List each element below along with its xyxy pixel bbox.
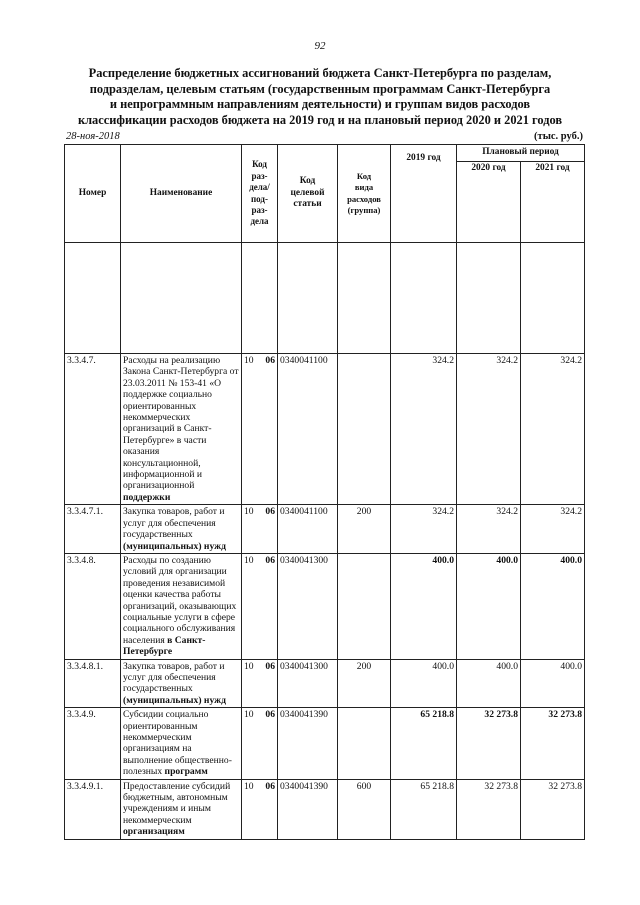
row-amount-y2020: 400.0 [457, 553, 521, 659]
row-subsection: 06 [265, 780, 275, 792]
row-amount-y2021: 400.0 [521, 659, 585, 708]
row-target-code: 0340041100 [278, 505, 338, 554]
row-subsection: 06 [265, 709, 275, 721]
row-name [121, 354, 242, 505]
row-number: 3.3.4.8. [65, 553, 121, 659]
table-row [65, 553, 585, 659]
title-line: классификации расходов бюджета на 2019 год и на плановый период 2020 и 2021 годов [77, 112, 563, 127]
row-subsection: 06 [265, 355, 275, 366]
row-target-code: 0340041390 [278, 708, 338, 779]
row-section-code [242, 779, 278, 839]
row-expense-type: 600 [338, 779, 391, 839]
row-amount-y2021: 32 273.8 [521, 779, 585, 839]
row-name-bold-text: (муниципальных) нужд [123, 694, 226, 706]
units-label: (тыс. руб.) [534, 131, 583, 142]
row-name-bold-text: (муниципальных) нужд [123, 540, 226, 552]
row-expense-type [338, 708, 391, 779]
row-subsection: 06 [265, 506, 275, 518]
row-name [121, 779, 242, 839]
row-name-text: Предоставление субсидий бюджетным, автономным учреждениям и иным некоммерческим [123, 780, 231, 826]
row-target-code: 0340041300 [278, 659, 338, 708]
row-name-text: Субсидии социально ориентированным некоммерческим организациям на выполнение общественно-полезных [123, 709, 232, 778]
row-name-text: Закупка товаров, работ и услуг для обеспечения государственных [123, 660, 225, 695]
header-2021: 2021 год [521, 162, 585, 243]
table-row [65, 505, 585, 554]
header-expense-type: Код вида расходов (группа) [338, 145, 391, 243]
title-line: и непрограммным направлениям деятельности) и группам видов расходов [109, 97, 531, 112]
row-name [121, 659, 242, 708]
row-amount-y2019: 400.0 [391, 659, 457, 708]
row-number: 3.3.4.7. [65, 354, 121, 505]
header-2020: 2020 год [457, 162, 521, 243]
row-amount-y2021: 324.2 [521, 505, 585, 554]
row-amount-y2020: 324.2 [457, 505, 521, 554]
row-amount-y2020: 324.2 [457, 354, 521, 505]
table-row [65, 708, 585, 779]
row-section-code [242, 354, 278, 505]
row-target-code: 0340041390 [278, 779, 338, 839]
row-target-code: 0340041300 [278, 553, 338, 659]
row-section: 10 [244, 506, 254, 518]
row-name-text: Расходы на реализацию Закона Санкт-Петербурга от 23.03.2011 № 153-41 «О поддержке социально ориентированных некоммерческих организаций в Санкт-Петербурге» в части оказания консультационной, информационной и организационной [123, 355, 239, 492]
row-section: 10 [244, 355, 254, 366]
row-expense-type: 200 [338, 659, 391, 708]
row-section-code [242, 505, 278, 554]
table-row [65, 354, 585, 505]
row-section-code [242, 708, 278, 779]
row-number: 3.3.4.9. [65, 708, 121, 779]
row-name-bold-text: поддержки [123, 491, 171, 503]
header-name: Наименование [121, 145, 242, 243]
row-name [121, 708, 242, 779]
row-amount-y2021: 32 273.8 [521, 708, 585, 779]
header-planned-period: Плановый период [457, 145, 585, 162]
row-section: 10 [244, 660, 254, 672]
row-expense-type: 200 [338, 505, 391, 554]
row-expense-type [338, 553, 391, 659]
row-amount-y2021: 324.2 [521, 354, 585, 505]
row-amount-y2019: 400.0 [391, 553, 457, 659]
table-row [65, 779, 585, 839]
row-amount-y2020: 32 273.8 [457, 779, 521, 839]
title-line: Распределение бюджетных ассигнований бюджета Санкт-Петербурга по разделам, [88, 66, 552, 80]
row-section-code [242, 553, 278, 659]
row-section: 10 [244, 780, 254, 792]
row-name-bold-text: в Санкт-Петербурге [123, 634, 206, 658]
document-date: 28-ноя-2018 [66, 131, 120, 142]
row-section: 10 [244, 554, 254, 566]
row-amount-y2019: 324.2 [391, 354, 457, 505]
row-number: 3.3.4.7.1. [65, 505, 121, 554]
row-expense-type [338, 354, 391, 505]
row-name [121, 553, 242, 659]
header-number: Номер [65, 145, 121, 243]
row-name-text: Расходы по созданию условий для организации проведения независимой оценки качества работы организаций, оказывающих социальные услуги в сфере социального обслуживания населения [123, 554, 237, 646]
header-2019: 2019 год [391, 145, 457, 243]
page-number: 92 [314, 40, 326, 52]
row-amount-y2019: 65 218.8 [391, 779, 457, 839]
row-amount-y2020: 32 273.8 [457, 708, 521, 779]
header-target: Код целевой статьи [278, 145, 338, 243]
document-title [60, 66, 580, 128]
row-section: 10 [244, 709, 254, 721]
row-subsection: 06 [265, 554, 275, 566]
header-section: Код раз- дела/ под- раз- дела [242, 145, 278, 243]
row-section-code [242, 659, 278, 708]
title-line: подразделам, целевым статьям (государственным программам Санкт-Петербурга [89, 81, 551, 96]
row-number: 3.3.4.9.1. [65, 779, 121, 839]
budget-table [64, 144, 585, 840]
row-target-code: 0340041100 [278, 354, 338, 505]
row-amount-y2021: 400.0 [521, 553, 585, 659]
row-amount-y2019: 324.2 [391, 505, 457, 554]
spacer-row [65, 243, 585, 354]
table-row [65, 659, 585, 708]
row-name-text: Закупка товаров, работ и услуг для обеспечения государственных [123, 506, 225, 541]
row-name-bold-text: программ [164, 766, 208, 778]
row-amount-y2019: 65 218.8 [391, 708, 457, 779]
row-name-bold-text: организациям [123, 826, 185, 838]
row-number: 3.3.4.8.1. [65, 659, 121, 708]
row-name [121, 505, 242, 554]
row-subsection: 06 [265, 660, 275, 672]
row-amount-y2020: 400.0 [457, 659, 521, 708]
